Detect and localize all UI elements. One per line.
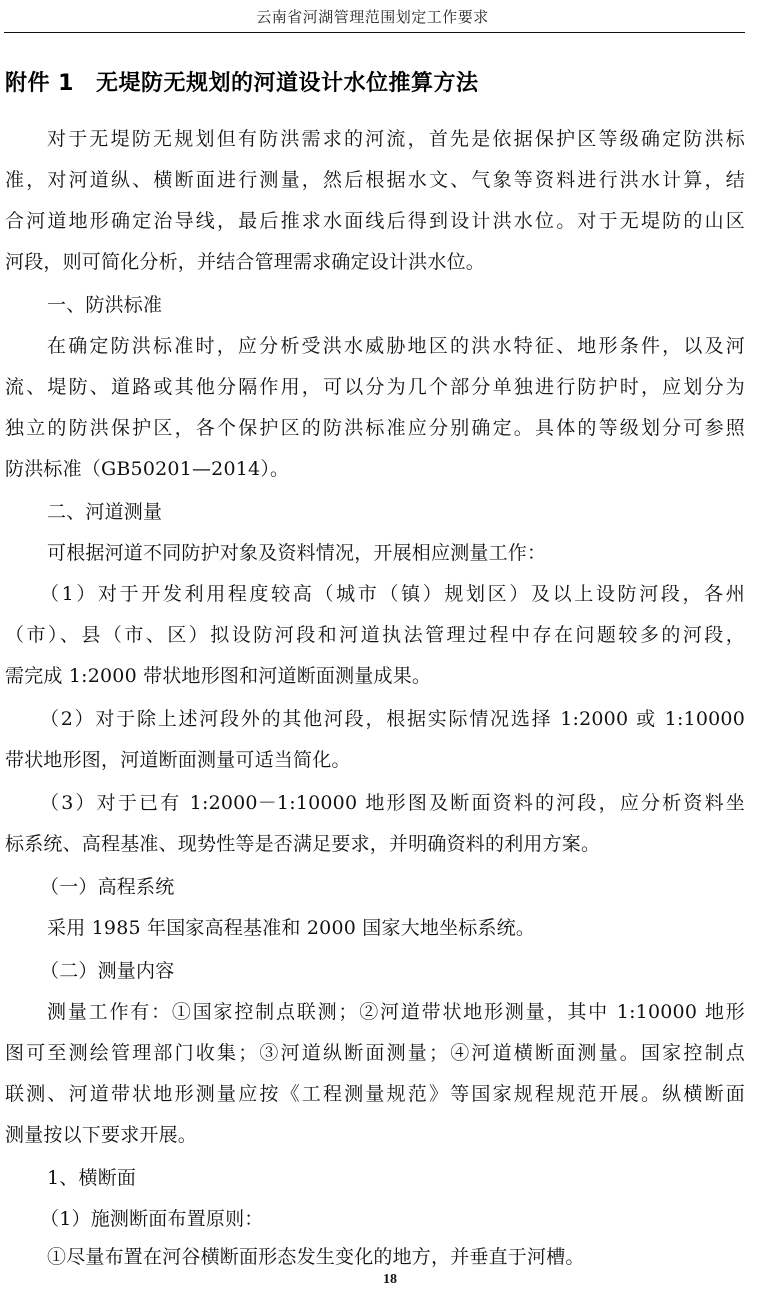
text-line: 需完成 1:2000 带状地形图和河道断面测量成果。 xyxy=(5,665,432,687)
text-line: （3）对于已有 1:2000－1:10000 地形图及断面资料的河段，应分析资料坐 xyxy=(40,792,745,814)
appendix-heading: 无堤防无规划的河道设计水位推算方法 xyxy=(95,71,479,96)
text-line: 在确定防洪标准时，应分析受洪水威胁地区的洪水特征、地形条件，以及河 xyxy=(47,335,745,357)
text-line: 测量工作有：①国家控制点联测；②河道带状地形测量，其中 1:10000 地形 xyxy=(47,1001,745,1023)
text-line: 1、横断面 xyxy=(47,1167,137,1189)
text-line: 对于无堤防无规划但有防洪需求的河流，首先是依据保护区等级确定防洪标 xyxy=(47,128,745,150)
text-line: 流、堤防、道路或其他分隔作用，可以分为几个部分单独进行防护时，应划分为 xyxy=(5,376,745,398)
text-line: 测量按以下要求开展。 xyxy=(5,1124,198,1146)
text-line: 带状地形图，河道断面测量可适当简化。 xyxy=(5,749,351,771)
text-line: 准，对河道纵、横断面进行测量，然后根据水文、气象等资料进行洪水计算，结 xyxy=(5,169,745,191)
header-divider xyxy=(4,32,745,33)
text-line: 防洪标准（GB50201—2014）。 xyxy=(5,458,290,480)
text-line: （市）、县（市、区）拟设防河段和河道执法管理过程中存在问题较多的河段， xyxy=(5,624,745,646)
text-line: （2）对于除上述河段外的其他河段，根据实际情况选择 1:2000 或 1:10000 xyxy=(40,708,745,730)
text-line: 图可至测绘管理部门收集；③河道纵断面测量；④河道横断面测量。国家控制点 xyxy=(5,1042,745,1064)
text-line: 联测、河道带状地形测量应按《工程测量规范》等国家规程规范开展。纵横断面 xyxy=(5,1083,745,1105)
text-line: 河段，则可简化分析，并结合管理需求确定设计洪水位。 xyxy=(5,251,486,273)
page-number: 18 xyxy=(383,1272,397,1287)
text-line: ①尽量布置在河谷横断面形态发生变化的地方，并垂直于河槽。 xyxy=(47,1246,585,1268)
appendix-number: 附件 1 xyxy=(5,71,74,96)
text-line: （1）对于开发利用程度较高（城市（镇）规划区）及以上设防河段，各州 xyxy=(40,583,745,605)
text-line: 可根据河道不同防护对象及资料情况，开展相应测量工作： xyxy=(47,542,547,564)
text-line: 合河道地形确定治导线，最后推求水面线后得到设计洪水位。对于无堤防的山区 xyxy=(5,210,745,232)
appendix-title xyxy=(5,66,478,97)
running-header: 云南省河湖管理范围划定工作要求 xyxy=(256,8,489,26)
text-line: （一）高程系统 xyxy=(40,876,175,898)
text-line: （1）施测断面布置原则： xyxy=(40,1208,264,1230)
text-line: 采用 1985 年国家高程基准和 2000 国家大地坐标系统。 xyxy=(47,917,536,939)
text-line: （二）测量内容 xyxy=(40,960,175,982)
text-line: 标系统、高程基准、现势性等是否满足要求，并明确资料的利用方案。 xyxy=(5,833,601,855)
text-line: 二、河道测量 xyxy=(47,501,163,523)
text-line: 一、防洪标准 xyxy=(47,294,163,316)
text-line: 独立的防洪保护区，各个保护区的防洪标准应分别确定。具体的等级划分可参照 xyxy=(5,417,745,439)
